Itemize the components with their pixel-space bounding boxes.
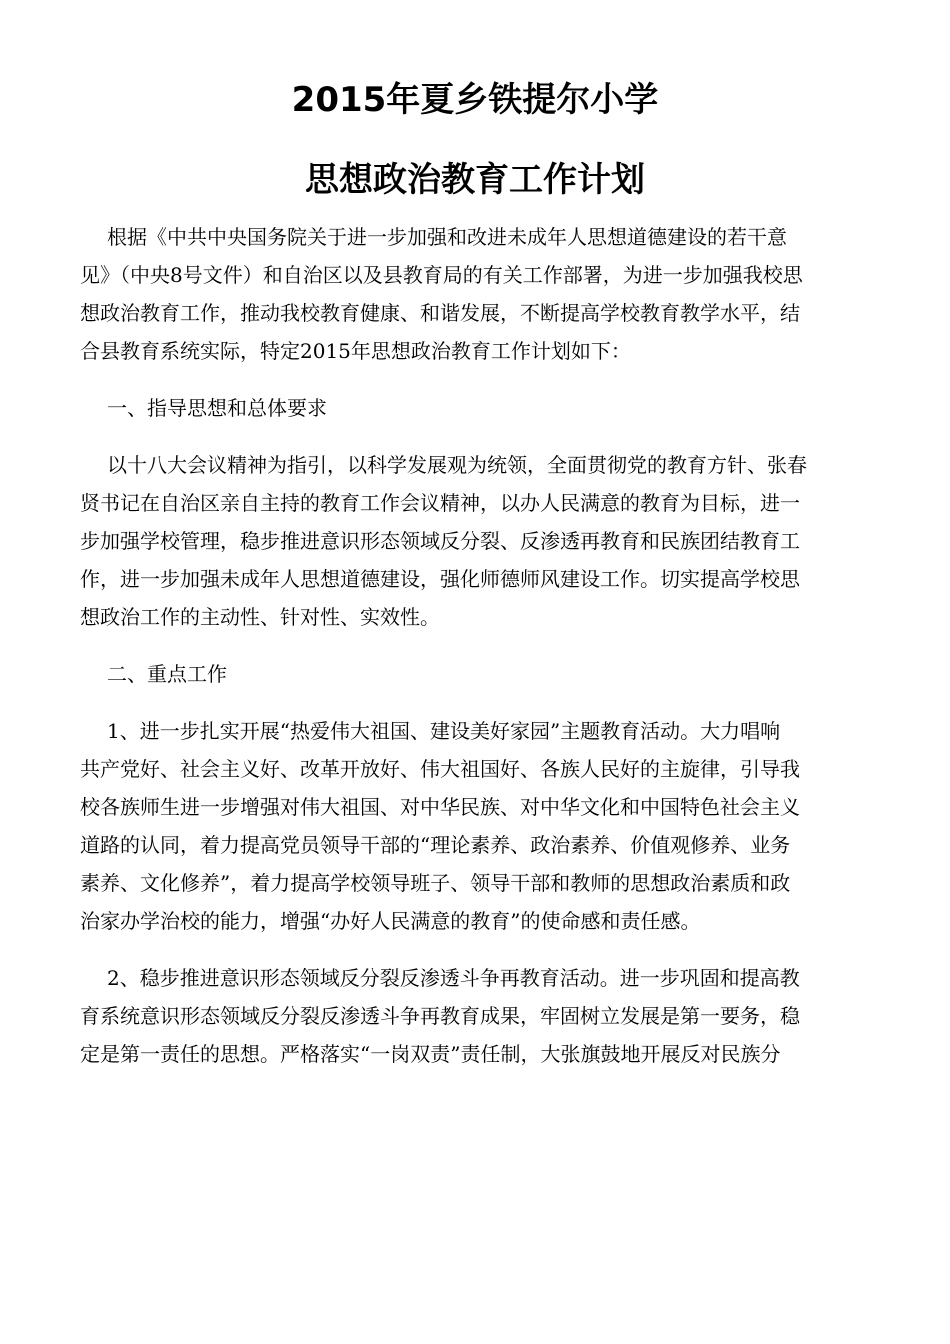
text-line: 共产党好、社会主义好、改革开放好、伟大祖国好、各族人民好的主旋律，引导我 (80, 757, 800, 781)
text-line: 合县教育系统实际，特定2015年思想政治教育工作计划如下： (80, 339, 631, 363)
text-line: 校各族师生进一步增强对伟大祖国、对中华民族、对中华文化和中国特色社会主义 (80, 795, 800, 819)
text-line: 定是第一责任的思想。严格落实“一岗双责”责任制，大张旗鼓地开展反对民族分 (80, 1042, 781, 1066)
section-heading-2 (107, 655, 845, 693)
text-line: 1、进一步扎实开展“热爱伟大祖国、建设美好家园”主题教育活动。大力唱响 (107, 719, 781, 743)
text-line: 二、重点工作 (107, 662, 227, 686)
section-heading-1 (107, 389, 845, 427)
text-line: 道路的认同，着力提高党员领导干部的“理论素养、政治素养、价值观修养、业务 (80, 833, 791, 857)
text-line: 2、稳步推进意识形态领域反分裂反渗透斗争再教育活动。进一步巩固和提高教 (107, 966, 800, 990)
paragraph-item-1 (80, 712, 845, 940)
text-line: 作，进一步加强未成年人思想道德建设，强化师德师风建设工作。切实提高学校思 (80, 567, 800, 591)
text-line: 步加强学校管理，稳步推进意识形态领域反分裂、反渗透再教育和民族团结教育工 (80, 529, 800, 553)
text-line: 素养、文化修养”，着力提高学校领导班子、领导干部和教师的思想政治素质和政 (80, 871, 791, 895)
text-line: 见》（中央8号文件）和自治区以及县教育局的有关工作部署，为进一步加强我校思 (80, 263, 803, 287)
text-line: 育系统意识形态领域反分裂反渗透斗争再教育成果，牢固树立发展是第一要务，稳 (80, 1004, 800, 1028)
document-title-line-2: 思想政治教育工作计划 (305, 160, 645, 200)
text-line: 根据《中共中央国务院关于进一步加强和改进未成年人思想道德建设的若干意 (107, 225, 787, 249)
text-line: 以十八大会议精神为指引，以科学发展观为统领，全面贯彻党的教育方针、张春 (107, 453, 807, 477)
paragraph-guiding-thought (80, 446, 845, 636)
text-line: 想政治工作的主动性、针对性、实效性。 (80, 605, 440, 629)
text-line: 一、指导思想和总体要求 (107, 396, 327, 420)
text-line: 贤书记在自治区亲自主持的教育工作会议精神，以办人民满意的教育为目标，进一 (80, 491, 800, 515)
paragraph-item-2 (80, 959, 845, 1073)
paragraph-intro (80, 218, 845, 370)
text-line: 想政治教育工作，推动我校教育健康、和谐发展，不断提高学校教育教学水平，结 (80, 301, 800, 325)
text-line: 治家办学治校的能力，增强“办好人民满意的教育”的使命感和责任感。 (80, 909, 701, 933)
document-body (80, 218, 845, 1092)
document-title-line-1: 2015年夏乡铁提尔小学 (291, 80, 659, 120)
